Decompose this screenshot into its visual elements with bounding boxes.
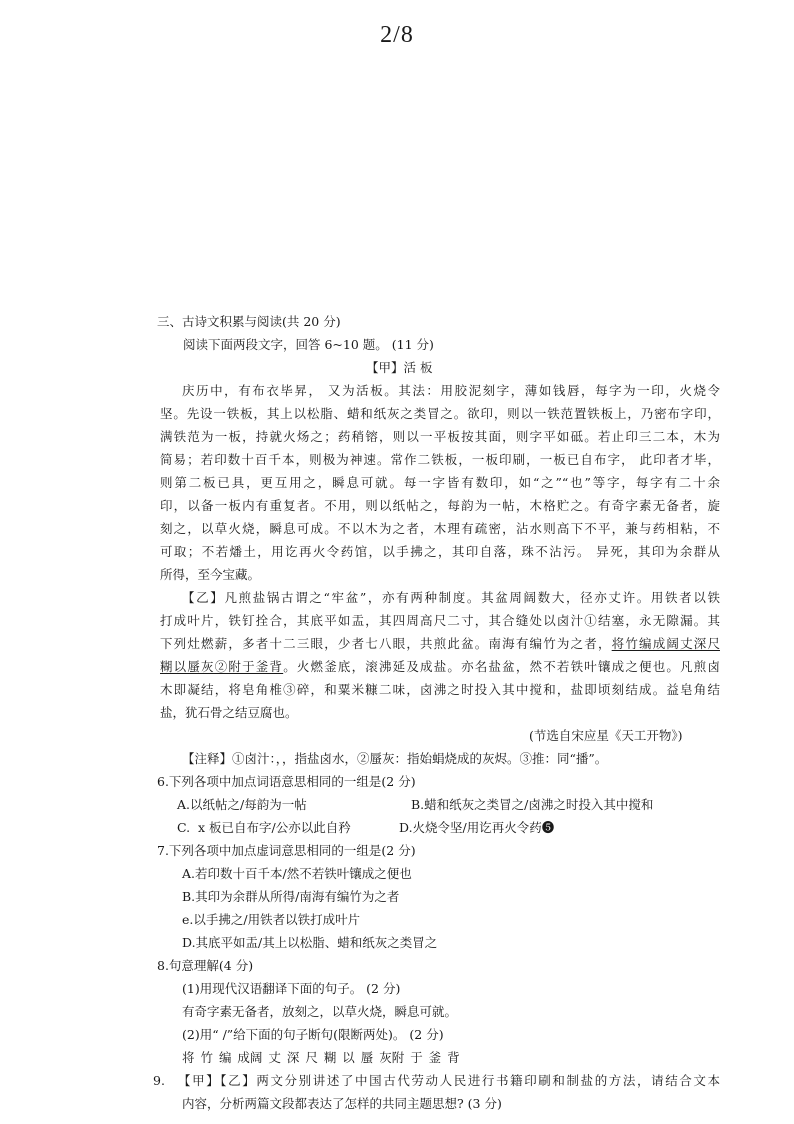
underlined-phrase: 将竹编成阔丈深尺 — [611, 636, 720, 651]
passage-b-text: 。火燃釜底，滚沸延及成盐。亦名盐盆，然不若铁叶镶成之便也。凡煎卤 — [283, 659, 720, 674]
question-option: D.火烧令坚/用讫再火令药❺ — [399, 820, 555, 835]
notes: 【注释】①卤汁：，，指盐卤水，②蜃灰：指始蜎烧成的灰烬。③推：同“播”。 — [182, 751, 608, 766]
reading-instruction: 阅读下面两段文字，回答 6~10 题。 (11 分) — [183, 337, 434, 352]
underlined-phrase: 糊以蜃灰②附于釜背 — [160, 659, 284, 674]
passage-a-line: 所得，至今宝藏。 — [160, 567, 261, 582]
passage-b-line: 木即凝结，将皂角椎③碎，和粟米糠二味，卤沸之时投入其中搅和，盐即顷刻结成。益皂角结 — [160, 682, 720, 697]
passage-a-line: 坚。先设一铁板，其上以松脂、蜡和纸灰之类冒之。欲印，则以一铁范置铁板上，乃密布字印， — [160, 406, 720, 421]
passage-b-line: 打成叶片，铁钉拴合，其底平如盂，其四周高尺二寸，其合缝处以卤汁①结塞，永无隙漏。其 — [160, 613, 720, 628]
passage-a-line: 满铁范为一板，持就火炀之；药稍镕，则以一平板按其面，则字平如砥。若止印三二本，木为 — [160, 429, 720, 444]
section-title: 三、古诗文积累与阅读(共 20 分) — [157, 314, 341, 329]
question-option: C. x 板已自布字/公亦以此自矜 — [177, 820, 351, 835]
question-stem: 内容，分析两篇文段都表达了怎样的共同主题思想? (3 分) — [182, 1096, 502, 1111]
passage-b-line — [160, 636, 720, 652]
translation-sentence: 有奇字素无备者，放刻之，以草火烧，瞬息可就。 — [182, 1004, 458, 1019]
passage-a-line: 庆历中，有布衣毕昇， 又为活板。其法：用胶泥刻字，薄如钱唇，每字为一印，火烧令 — [182, 383, 720, 398]
question-stem: 【甲】【乙】两文分别讲述了中国古代劳动人民进行书籍印刷和制盐的方法，请结合文本 — [178, 1073, 720, 1088]
sub-question: (1)用现代汉语翻译下面的句子。 (2 分) — [182, 981, 401, 996]
question-stem: 8.句意理解(4 分) — [157, 958, 254, 973]
passage-b-line: 盐，犹石骨之结豆腐也。 — [160, 705, 298, 720]
question-number: 9. — [153, 1073, 165, 1088]
passage-a-line: 可取；不若燔土，用讫再火令药馆，以手拂之，其印自落，珠不沾污。 异死，其印为余群从 — [160, 544, 720, 559]
question-option: A.以纸帖之/每韵为一帖 — [177, 797, 307, 812]
passage-a-title: 【甲】活 板 — [366, 360, 433, 375]
passage-b-line — [160, 659, 720, 675]
question-option: B.其印为余群从所得/南海有编竹为之者 — [182, 889, 400, 904]
passage-a-line: 简易；若印数十百千本，则极为神速。常作二铁板，一板印刷，一板已自布字， 此印者才毕， — [160, 452, 720, 467]
question-stem: 7.下列各项中加点虚词意思相同的一组是(2 分) — [157, 843, 416, 858]
question-option: A.若印数十百千本/然不若铁叶镶成之便也 — [182, 866, 412, 881]
passage-b-line: 【乙】凡煎盐锅古谓之“牢盆”，亦有两种制度。其盆周阔数大，径亦丈许。用铁者以铁 — [182, 590, 720, 605]
passage-a-line: 刻之，以草火烧，瞬息可成。不以木为之者，木理有疏密，沾水则高下不平，兼与药相粘，不 — [160, 521, 720, 536]
break-sentence: 将 竹 编 成阔 丈 深 尺 糊 以 蜃 灰附 于 釜 背 — [182, 1050, 460, 1065]
question-option: D.其底平如盂/其上以松脂、蜡和纸灰之类冒之 — [182, 935, 438, 950]
passage-b-text: 下列灶燃薪，多者十二三眼，少者七八眼，共煎此盆。南海有编竹为之者， — [160, 636, 612, 651]
sub-question: (2)用“ /”给下面的句子断句(限断两处)。 (2 分) — [182, 1027, 444, 1042]
question-stem: 6.下列各项中加点词语意思相同的一组是(2 分) — [157, 774, 416, 789]
passage-a-line: 印，以备一板内有重复者。不用，则以纸帖之，每韵为一帖，木格贮之。有奇字素无备者，旋 — [160, 498, 720, 513]
question-option: B.蜡和纸灰之类冒之/卤沸之时投入其中搅和 — [411, 797, 654, 812]
passage-a-line: 则第二板已具，更互用之，瞬息可就。每一字皆有数印，如“之”“也”等字，每字有二十余 — [160, 475, 720, 490]
question-option: e.以手拂之/用铁者以铁打成叶片 — [182, 912, 361, 927]
page-number: 2/8 — [380, 22, 414, 48]
passage-source: (节选自宋应星《天工开物》) — [529, 728, 683, 743]
